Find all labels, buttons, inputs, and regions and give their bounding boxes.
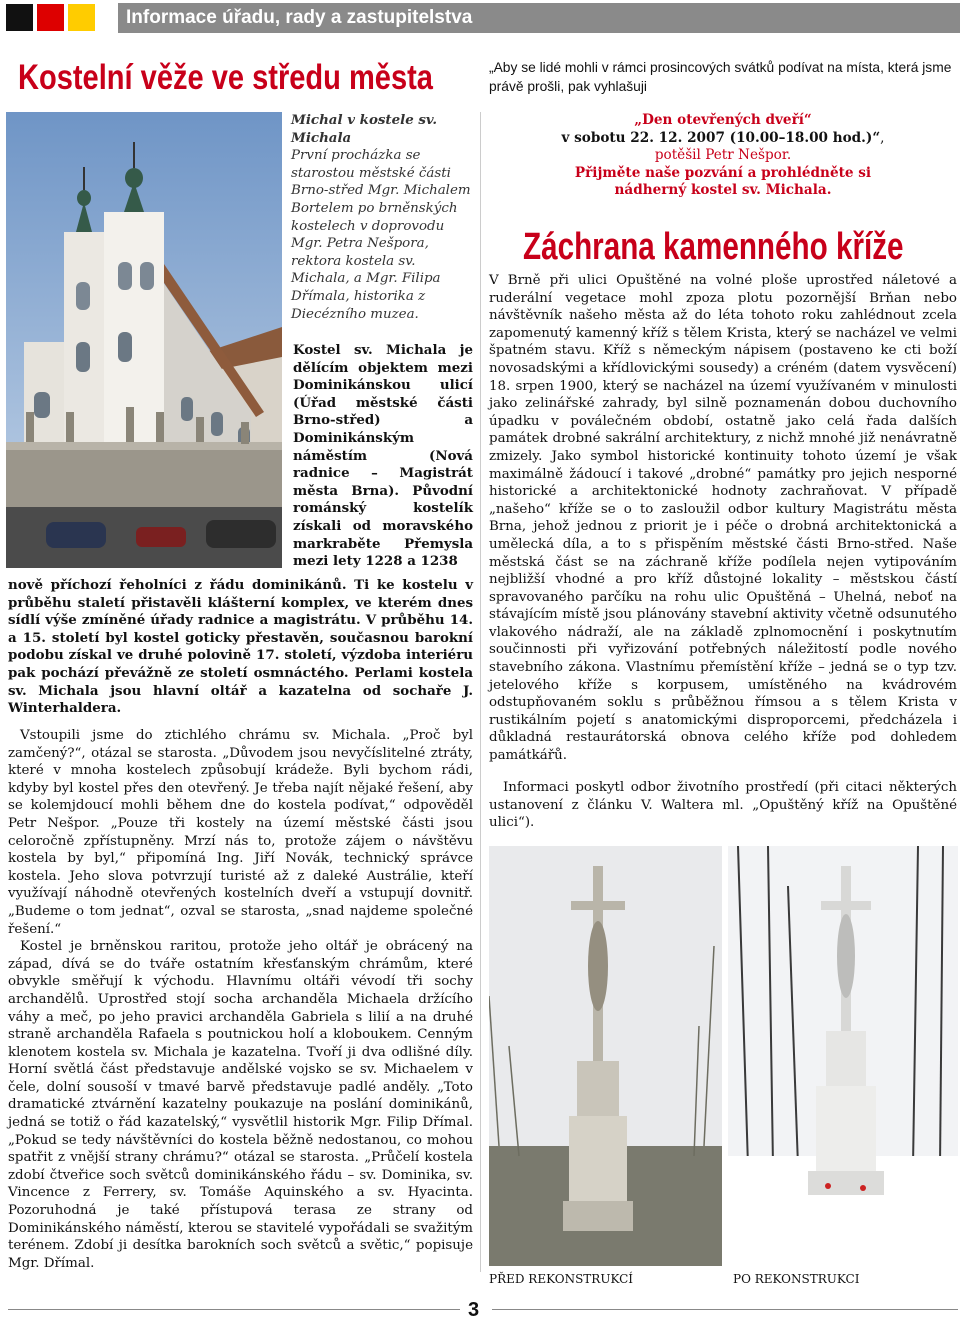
body-paragraph: Kostel je brněnskou raritou, protože jeho oltář je obrácený na západ, dívá se do tváře ostatním křesťanským chrámům, které obvykle směřují k východu. Hlavnímu oltáři vévodí tři sochy archandělů. Uprostřed stojí socha archanděla Michaela držícího váhy a meč, po jeho pravici archanděla Gabriela s lilií a na druhé straně archanděla Rafaela s poutnickou holí a kloboukem. Cenným klenotem kostela sv. Michala je kazatelna. Tvoří ji dva odlišné díly. Horní světlá část představuje andělské vojsko se sv. Michaelem v čele, dolní sousoší v tmavé barvě představuje padlé anděly. „Toto dramatické ztvárnění kazatelny poukazuje na poslání dominikánů, jedná se totiž o řád kazatelský,“ vysvětlil historik Mgr. Filip Dřímal. „Pokud se tedy návštěvníci do kostela běžně nedostanou, co mohou spatřit z vnější strany chrámu?“ otázal se starosta. „Průčelí kostela zdobí čtveřice soch světců dominikánského řádu – sv. Dominika, sv. Vincence z Ferrery, sv. Tomáše Aquinského a sv. Hyacinta. Pozoruhodná je také přístupová terasa ze strany od Dominikánského náměstí, kterou se stavitelé vypořádali se svažitým terénem. Zdobí ji desítka barokních soch světců a světic,“ popisuje Mgr. Dřímal. xyxy=(8,939,473,1271)
caption-before: PŘED REKONSTRUKCÍ xyxy=(489,1272,634,1286)
caption-after: PO REKONSTRUKCI xyxy=(733,1272,860,1286)
footer-rule-right xyxy=(492,1309,958,1310)
open-day-title: „Den otevřených dveří“ xyxy=(634,112,812,128)
photo-caption-title: Michal v kostele sv. Michala xyxy=(291,112,438,146)
section-label: Informace úřadu, rady a zastupitelstva xyxy=(126,7,473,28)
open-day-author: potěšil Petr Nešpor. xyxy=(654,147,792,163)
lead-paragraph-narrow: Kostel sv. Michala je dělícím objektem mezi Dominikánskou ulicí (Úřad městské části Brno-střed) a Dominikánským náměstím (Nová radnice – Magistrát města Brna). Původní románský kostelík získali od moravského markraběte Přemysla mezi lety 1228 a 1238 xyxy=(293,342,473,570)
cross-article-body xyxy=(489,272,957,765)
article-title: Kostelní věže ve středu města xyxy=(18,58,433,97)
flag-red xyxy=(37,4,64,31)
open-day-announcement xyxy=(489,112,957,200)
flag-yellow xyxy=(68,4,95,31)
open-day-invite: Přijměte naše pozvání a prohlédněte si nádherný kostel sv. Michala. xyxy=(574,164,872,198)
cross-body-paragraph: V Brně při ulici Opuštěné na volné ploše uprostřed náletové a ruderální vegetace mohl zpoza plotu pozornější Brňan nebo návštěvník našeho města až do léta tohoto roku zahlédnout zcela zapomenutý kamenný kříž s tělem Krista, který se nacházel ve velmi špatném stavu. Kříž s německým nápisem (postaveno ke cti boží novosadskými a křídlovickými sousedy) a créném (datem vysvěcení) 18. srpen 1900, který se nacházel na území využívaném v minulosti jako zelinářské zahrady, byl silně poznamenán dobou duchovního úpadku v poválečném období, ostatně jako celá řada dalších památek drobné sakrální architektury, z nichž mnohé již nenávratně zmizely. Jako symbol historické kontinuity tohoto území je však maximálně žádoucí i takové „drobné“ památky pro jejich nesporné historické a architektonické hodnoty zachraňovat. V případě „našeho“ kříže se o to zasloužil odbor kultury Magistrátu města Brna, jehož jednou z priorit je i péče o drobná architektonická a umělecká díla, a to s přispěním městské části Brno-střed. Naše městská část se na záchraně kříže podílela nejen vytipováním nejbližší vhodné a pro kříž důstojné lokality – městskou částí spravovaného parčíku na rohu ulic Opuštěná – Uhelná, neboť na stávajícím místě jsou plánovány stavební aktivity včetně odsunutého vlakového nádraží, ale na základě zplnomocnění i poskytnutím součinnosti při vyřizování potřebných náležitostí podle nového stavebního zákona. Vlastnímu přemístění kříže – jedná se o typ tzv. jetelového kříže s korpusem, umístěného na kvádrovém odstupňovaném soklu s průběžnou římsou a s tělem Krista v rustikálním pojetí s anatomickými disproporcemi, předcházela i důkladná restaurátorská obnova celého kříže pod dohledem památkářů. xyxy=(489,273,957,764)
body-paragraph: Vstoupili jsme do ztichlého chrámu sv. Michala. „Proč byl zamčený?“, otázal se starosta. „Důvodem jsou nevyčíslitelné ztráty, které v mnoha kostelech způsobují krádeže. Byli bychom rádi, kdyby byl kostel přes den otevřený. Je třeba najít nějaké řešení, aby se kolemjdoucí mohli během dne do kostela podívat,“ odpověděl Petr Nešpor. „Pouze tři kostely na území městské části jsou celoročně zpřístupněny. Mrzí nás to, protože zájem o návštěvu kostela by byl,“ připomíná Ing. Jiří Novák, technický správce kostela. Jeho slova potvrzují turisté až z daleké Austrálie, kteří využívají náhodně otevřených kostelních dveří a vstupují dovnitř. „Budeme o tom jednat“, ozval se starosta, „snad najdeme společné řešení.“ xyxy=(8,728,473,937)
source-note: Informaci poskytl odbor životního prostředí (při citaci některých ustanovení z článku V. Waltera ml. „Opuštěný kříž na Opuštěné ulici“). xyxy=(489,780,957,831)
church-photo xyxy=(6,112,282,568)
open-day-separator: , xyxy=(880,129,885,146)
cross-article-title: Záchrana kamenného kříže xyxy=(523,226,904,268)
article-body xyxy=(8,727,473,1272)
footer-rule-left xyxy=(8,1309,460,1310)
right-intro: „Aby se lidé mohli v rámci prosincových svátků podívat na místa, která jsme právě prošli, pak vyhlašuji xyxy=(489,60,952,94)
page-number: 3 xyxy=(468,1299,480,1321)
section-header-bar xyxy=(118,3,960,33)
photo-caption-body: První procházka se starostou městské části Brno-střed Mgr. Michalem Bortelem po brněnských kostelech v doprovodu Mgr. Petra Nešpora, rektora kostela sv. Michala, a Mgr. Filipa Dřímala, historika z Diecézního muzea. xyxy=(291,148,471,322)
flag-black xyxy=(6,4,33,31)
cross-after-photo xyxy=(728,846,958,1266)
column-divider xyxy=(480,112,481,1272)
lead-paragraph-wide: nově příchozí řeholníci z řádu dominikánů. Ti ke kostelu v průběhu staletí přistavěli klášterní komplex, ve kterém dnes sídlí výše zmíněné úřady radnice a magistrátu. V průběhu 14. a 15. století byl kostel goticky přestavěn, současnou barokní podobu získal ve druhé polovině 17. století, výzdoba interiéru pak pochází převážně ze století osmnáctého. Perlami kostela sv. Michala jsou hlavní oltář a kazatelna od sochaře J. Winterhaldera. xyxy=(8,577,473,717)
photo-caption xyxy=(291,112,473,323)
flag-stripes xyxy=(6,4,95,31)
cross-before-photo xyxy=(489,846,722,1266)
open-day-date: v sobotu 22. 12. 2007 (10.00–18.00 hod.)“ xyxy=(561,129,881,146)
